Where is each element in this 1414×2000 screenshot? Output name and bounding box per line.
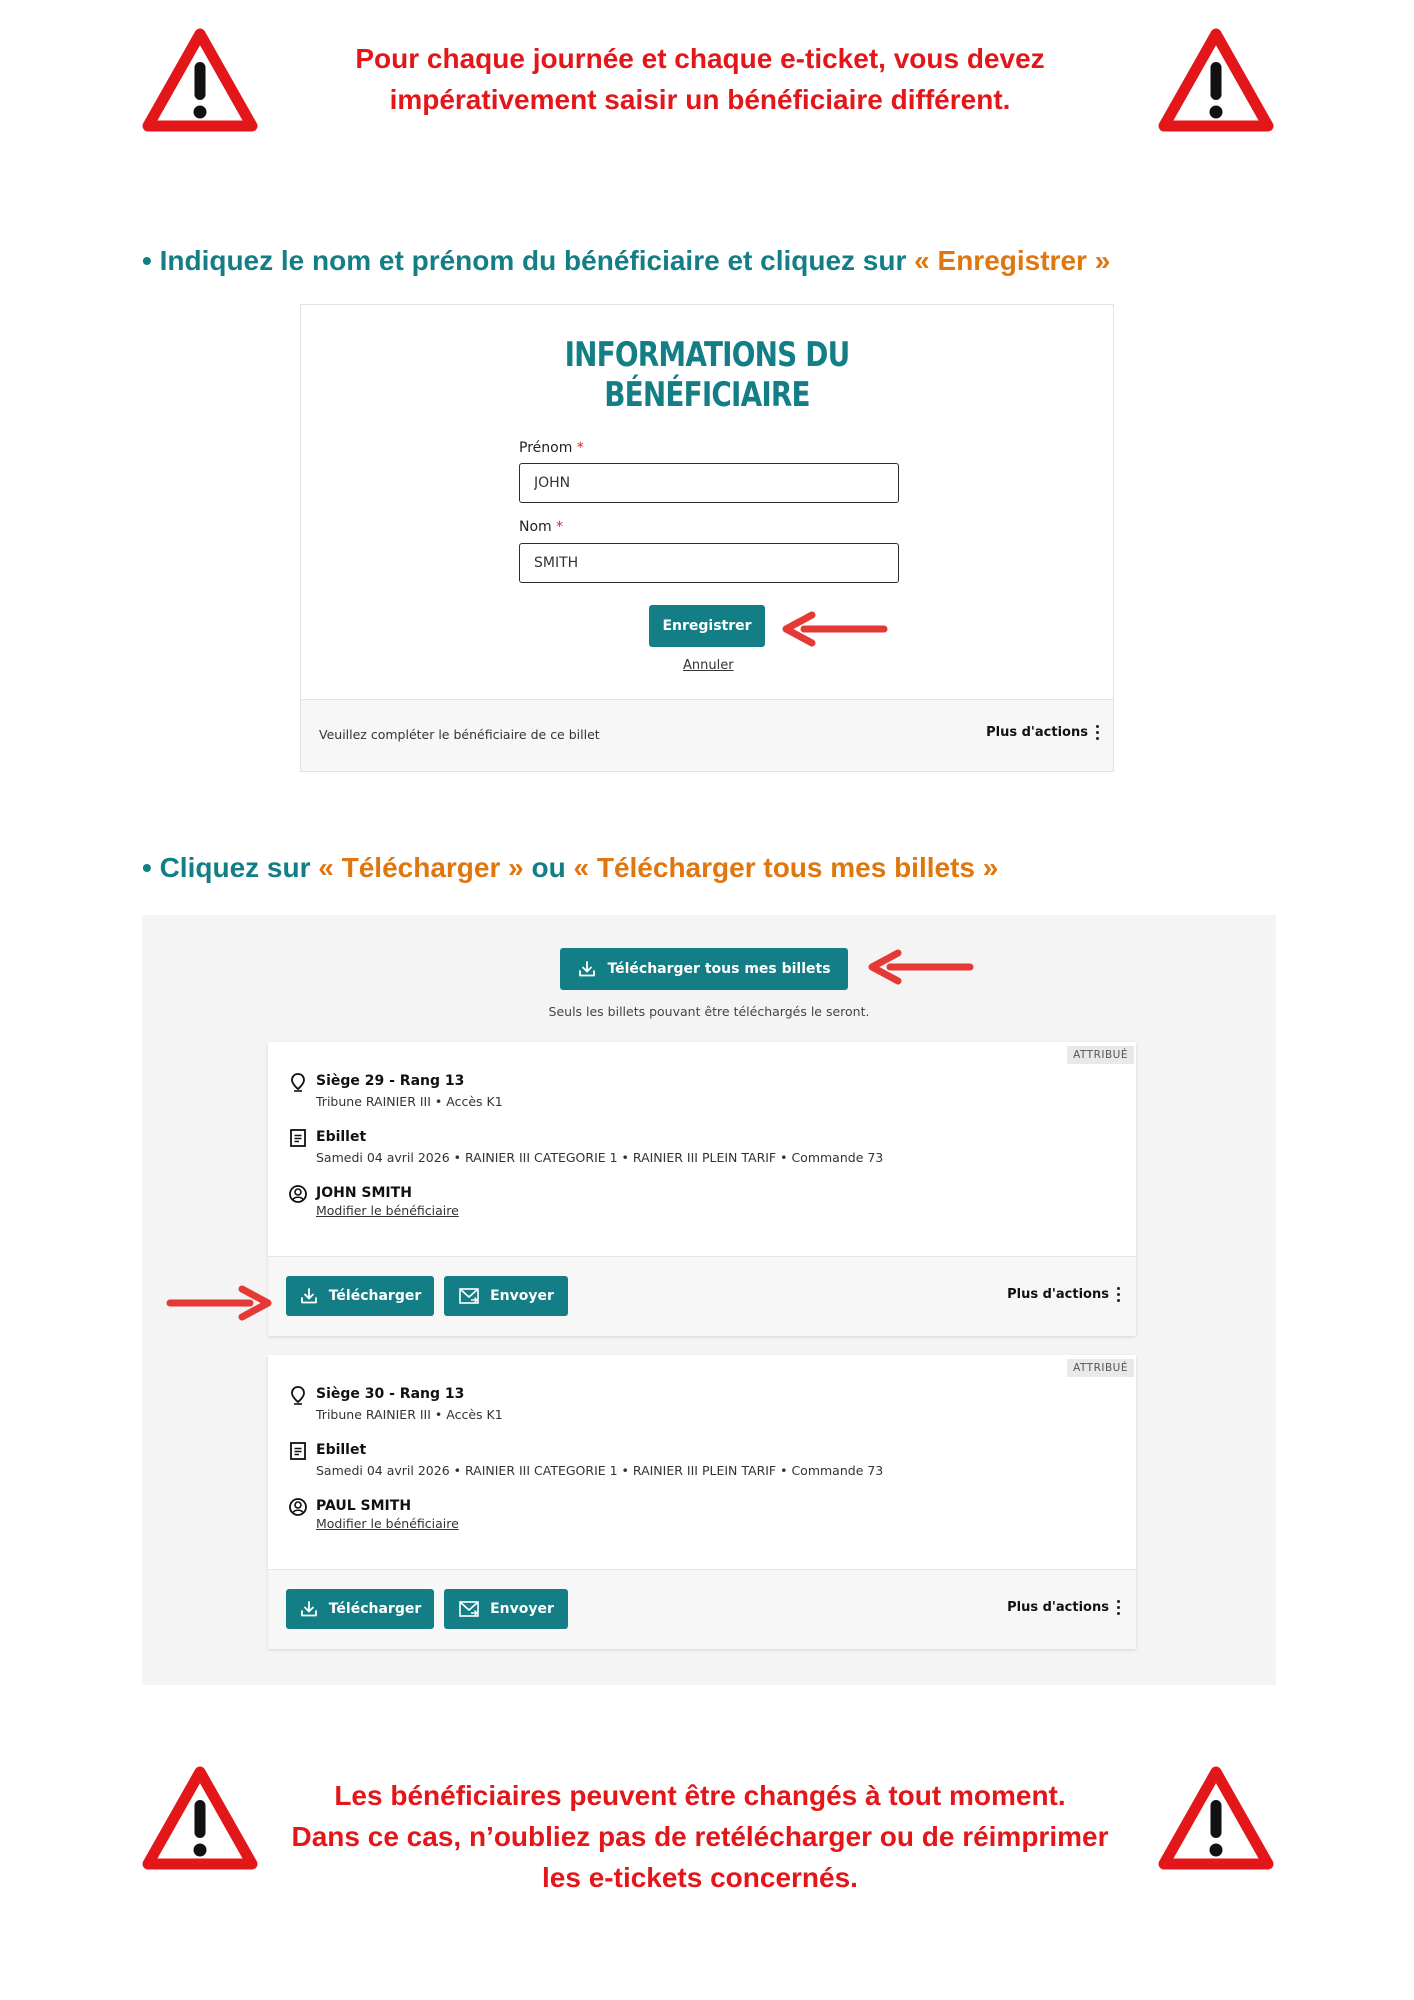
send-icon: [458, 1600, 480, 1618]
send-button[interactable]: [444, 1276, 568, 1316]
cancel-link[interactable]: Annuler: [683, 658, 734, 673]
beneficiary-form-panel: [300, 304, 1114, 772]
send-button[interactable]: [444, 1589, 568, 1629]
bottom-warning-line3: les e-tickets concernés.: [542, 1862, 858, 1893]
arrow-right-icon: [166, 1284, 278, 1322]
download-button[interactable]: [286, 1276, 434, 1316]
required-mark: *: [556, 519, 564, 535]
ticket-seat: Siège 30 - Rang 13: [316, 1386, 465, 1402]
send-label: Envoyer: [490, 1288, 554, 1304]
ticket-details: Samedi 04 avril 2026 • RAINIER III CATEGORIE 1 • RAINIER III PLEIN TARIF • Commande 73: [316, 1463, 884, 1478]
lastname-label: [519, 519, 563, 535]
download-icon: [577, 959, 597, 979]
download-label: Télécharger: [328, 1601, 422, 1617]
user-circle-icon: [288, 1184, 308, 1204]
ticket-card: [268, 1355, 1136, 1649]
edit-beneficiary-link[interactable]: Modifier le bénéficiaire: [316, 1203, 459, 1218]
firstname-input[interactable]: [519, 463, 899, 503]
download-icon: [299, 1599, 319, 1619]
status-badge: ATTRIBUÉ: [1067, 1046, 1134, 1064]
bottom-warning-line1: Les bénéficiaires peuvent être changés à tout moment.: [334, 1780, 1066, 1811]
download-button[interactable]: [286, 1589, 434, 1629]
more-vertical-icon: [1096, 725, 1099, 740]
firstname-label-text: Prénom: [519, 440, 573, 456]
more-actions-button[interactable]: [1007, 1600, 1120, 1615]
more-actions-label: Plus d'actions: [1007, 1600, 1109, 1615]
download-icon: [299, 1286, 319, 1306]
step2-instruction: [142, 852, 998, 884]
step2-prefix: • Cliquez sur: [142, 852, 319, 883]
step1-highlight: « Enregistrer »: [914, 245, 1111, 276]
warning-icon: [1158, 28, 1274, 132]
more-actions-label: Plus d'actions: [986, 725, 1088, 740]
more-actions-label: Plus d'actions: [1007, 1287, 1109, 1302]
ticket-type: Ebillet: [316, 1129, 367, 1145]
form-footer-note: Veuillez compléter le bénéficiaire de ce billet: [319, 727, 600, 742]
download-all-label: Télécharger tous mes billets: [607, 961, 831, 977]
warning-icon: [142, 1766, 258, 1870]
ticket-card: [268, 1042, 1136, 1336]
lastname-input[interactable]: [519, 543, 899, 583]
bottom-warning-text: [260, 1775, 1140, 1898]
arrow-left-icon: [776, 610, 888, 648]
step2-highlight2: « Télécharger tous mes billets »: [573, 852, 999, 883]
ticket-doc-icon: [288, 1441, 308, 1461]
ticket-beneficiary: PAUL SMITH: [316, 1498, 412, 1514]
ticket-seat: Siège 29 - Rang 13: [316, 1073, 465, 1089]
ticket-footer: [268, 1256, 1136, 1336]
location-pin-icon: [288, 1072, 308, 1092]
firstname-label: [519, 440, 584, 456]
download-subnote: Seuls les billets pouvant être téléchargés le seront.: [548, 1004, 870, 1019]
edit-beneficiary-link[interactable]: Modifier le bénéficiaire: [316, 1516, 459, 1531]
arrow-left-icon: [862, 948, 974, 986]
bottom-warning-line2: Dans ce cas, n’oubliez pas de retélécharger ou de réimprimer: [291, 1821, 1109, 1852]
ticket-type: Ebillet: [316, 1442, 367, 1458]
warning-icon: [1158, 1766, 1274, 1870]
top-warning-line1: Pour chaque journée et chaque e-ticket, vous devez: [355, 43, 1045, 74]
form-title-line1: INFORMATIONS DU: [564, 335, 850, 375]
more-actions-button[interactable]: [986, 725, 1099, 740]
more-vertical-icon: [1117, 1287, 1120, 1302]
more-actions-button[interactable]: [1007, 1287, 1120, 1302]
send-label: Envoyer: [490, 1601, 554, 1617]
ticket-location: Tribune RAINIER III • Accès K1: [316, 1407, 503, 1422]
status-badge: ATTRIBUÉ: [1067, 1359, 1134, 1377]
step2-highlight1: « Télécharger »: [318, 852, 524, 883]
download-all-button[interactable]: [560, 948, 848, 990]
lastname-label-text: Nom: [519, 519, 552, 535]
form-footer: [301, 699, 1113, 771]
warning-icon: [142, 28, 258, 132]
form-title-line2: BÉNÉFICIAIRE: [604, 375, 810, 415]
ticket-doc-icon: [288, 1128, 308, 1148]
more-vertical-icon: [1117, 1600, 1120, 1615]
step2-middle: ou: [523, 852, 574, 883]
user-circle-icon: [288, 1497, 308, 1517]
tickets-area: [142, 915, 1276, 1685]
download-label: Télécharger: [328, 1288, 422, 1304]
ticket-location: Tribune RAINIER III • Accès K1: [316, 1094, 503, 1109]
ticket-details: Samedi 04 avril 2026 • RAINIER III CATEGORIE 1 • RAINIER III PLEIN TARIF • Commande 73: [316, 1150, 884, 1165]
step1-instruction: [142, 245, 1110, 277]
ticket-beneficiary: JOHN SMITH: [316, 1185, 412, 1201]
location-pin-icon: [288, 1385, 308, 1405]
send-icon: [458, 1287, 480, 1305]
top-warning-text: [280, 38, 1120, 120]
ticket-footer: [268, 1569, 1136, 1649]
save-button-label: Enregistrer: [662, 618, 752, 634]
top-warning-line2: impérativement saisir un bénéficiaire différent.: [389, 84, 1011, 115]
required-mark: *: [576, 440, 584, 456]
form-title: [374, 335, 1040, 415]
save-button[interactable]: [649, 605, 765, 647]
step1-prefix: • Indiquez le nom et prénom du bénéficiaire et cliquez sur: [142, 245, 915, 276]
